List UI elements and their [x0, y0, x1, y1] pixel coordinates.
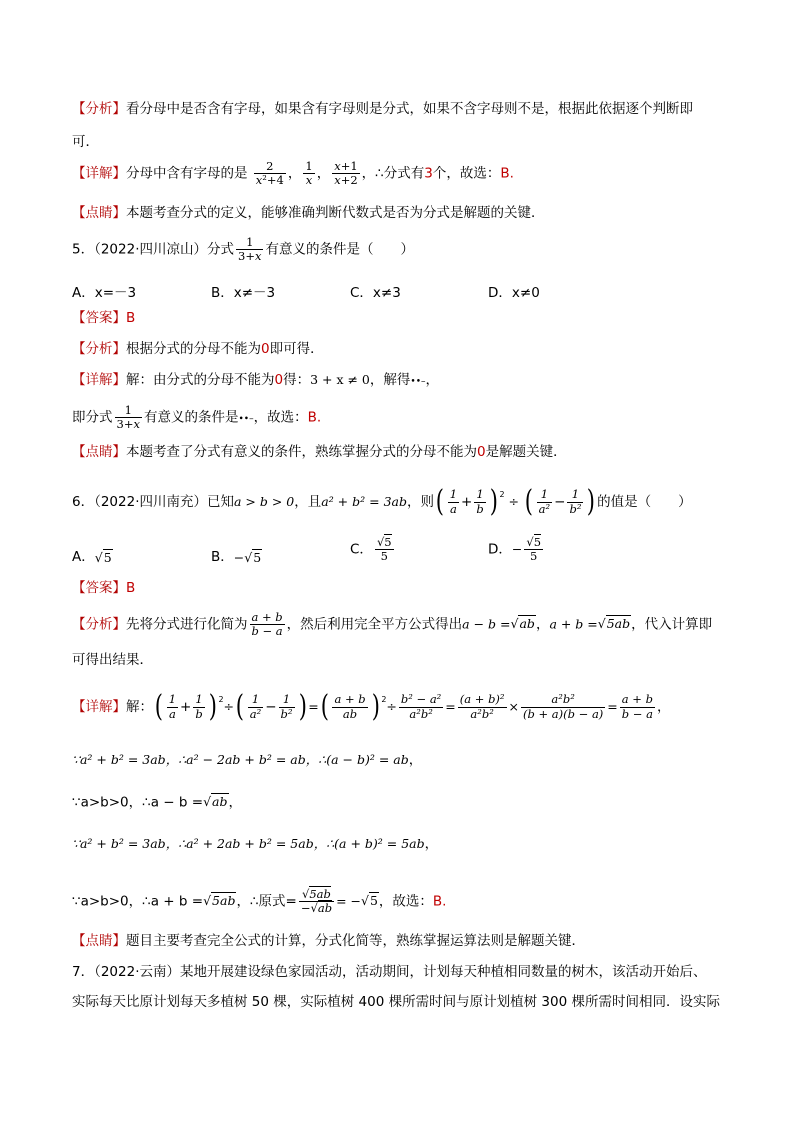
q6-analysis-cont: 可得出结果．: [72, 652, 153, 668]
q5-detail-mid: 得：: [283, 372, 311, 388]
q5-detail-2-choice: B: [307, 409, 317, 426]
analysis-line-1: [72, 103, 693, 117]
q5-comment-text: 本题考查了分式有意义的条件，熟练掌握分式的分母不能为: [126, 444, 477, 460]
q6-analysis-eq2: a + b =: [549, 616, 598, 632]
analysis-text-cont: 可．: [72, 134, 99, 150]
q6-line3-d: ，: [424, 836, 439, 852]
q6-analysis-sqrt-ab: √ab: [510, 616, 535, 632]
comment-tag: 【点睛】: [72, 933, 126, 949]
q6-answer-line: [72, 582, 135, 596]
detail-choice: B: [500, 165, 510, 182]
q5-detail-zero: 0: [274, 372, 284, 388]
analysis-text: 看分母中是否含有字母，如果含有字母则是分式，如果不含字母则不是，根据此依据逐个判断即: [126, 101, 693, 117]
q6-line4-a: ∵a>b>0，∴a + b =: [72, 893, 204, 910]
answer-tag: 【答案】: [72, 580, 126, 596]
analysis-line-2: [72, 136, 99, 150]
q6-detail-derivation: ( $\frac{1}{a}$ + $\frac{1}{b}$ ) $^2$÷( $\frac{1}{\text{a²}}$ − $\frac{1}{\text{b²}}$ ) =( $\frac{a + b}{ab}$ ) $^2$÷ $\frac{\text{b² − a²}}{\text{a²b²}}$ = $\frac{\text{(a + b)²}}{\text{a²b²}}$ × $\frac{\text{a²b²}}{(b + a)(b - a)}$ = $\frac{a + b}{b - a}$ ，: [154, 689, 671, 724]
q6-comment-text: 题目主要考查完全公式的计算，分式化简等，熟练掌握运算法则是解题关键．: [126, 933, 585, 949]
q5-detail-2-end: ，故选：: [253, 409, 308, 426]
q6-option-b: [211, 545, 262, 565]
detail-text-2: ，∴分式有: [361, 165, 425, 182]
q6-cond-2: a² + b² = 3ab: [321, 494, 407, 509]
q6-detail-line-5: [72, 888, 446, 915]
q5-detail-2-glyph: ••–: [238, 414, 254, 425]
q6-stem-pre: 6．（2022·四川南充）已知: [72, 494, 234, 510]
q5-detail-line-2: 即分式 $\frac{1}{3+x}$ 有意义的条件是••–，故选：B.: [72, 403, 322, 432]
q5-option-d: D．x≠0: [488, 285, 540, 301]
q5-analysis-zero: 0: [261, 341, 270, 357]
answer-tag: 【答案】: [72, 310, 126, 326]
q6-analysis-post: ，代入计算即: [631, 616, 713, 633]
q6-option-d-value: $\frac{√5}{5}$: [526, 535, 542, 564]
detail-line: 【详解】分母中含有字母的是 $\frac{2}{\text{x²+4}}$ ， $\frac{1}{x}$ ， $\frac{x+1}{x+2}$ ，∴分式有3个，故选：B.: [72, 159, 514, 188]
q5-option-a: A．x=－3: [72, 285, 137, 301]
comment-tag: 【点睛】: [72, 205, 126, 221]
q6-line4-sqrt: √5ab: [203, 893, 236, 909]
q5-detail-fraction: $\frac{1}{3+x}$: [116, 403, 140, 432]
q6-line4-end: .: [442, 893, 447, 910]
q6-detail-line-1: [72, 689, 671, 724]
q5-answer: B: [126, 310, 136, 326]
q6-line2-sqrt: √ab: [203, 794, 228, 809]
fraction-1-over-x: $\frac{1}{x}$: [305, 159, 313, 188]
q6-option-a: [72, 545, 113, 565]
q6-line1-c: ，∴(a − b)² = ab: [305, 752, 409, 767]
q6-analysis-mid: ，然后利用完全平方公式得出: [286, 616, 463, 633]
q6-option-a-label: A．: [72, 549, 95, 565]
q7-line-2: 实际每天比原计划每天多植树 50 棵，实际植树 400 棵所需时间与原计划植树 300 棵所需时间相同．设实际: [72, 994, 720, 1010]
q5-analysis-text: 根据分式的分母不能为: [126, 341, 261, 357]
analysis-tag: 【分析】: [72, 101, 126, 117]
q6-line4-fraction: $\frac{√5ab}{-√ab}$: [300, 887, 333, 916]
q6-option-d: D．− $\frac{√5}{5}$: [488, 535, 542, 564]
q5-detail-2-post: 有意义的条件是: [143, 409, 239, 426]
q6-line4-choice: B: [432, 893, 443, 910]
q6-line2-b: ，: [228, 794, 243, 811]
q6-stem-mid2: ，则: [406, 494, 434, 510]
q6-expression: ( $\frac{1}{a}$ + $\frac{1}{b}$ ) $^2$ ÷ ( $\frac{1}{\text{a²}}$ − $\frac{1}{\text{b²}}$ ): [435, 484, 596, 519]
q6-analysis-sqrt-5ab: √5ab: [597, 616, 631, 632]
q6-option-b-label: B．: [211, 549, 234, 565]
q5-option-c: C．x≠3: [350, 285, 401, 301]
q5-detail-2-pre: 即分式: [72, 409, 113, 426]
analysis-tag: 【分析】: [72, 616, 126, 633]
q6-option-c-label: C．: [350, 541, 373, 558]
q5-option-b: B．x≠－3: [211, 285, 276, 301]
q6-analysis-fraction: $\frac{a + b}{b - a}$: [251, 610, 283, 639]
q5-fraction: $\frac{1}{3+x}$: [238, 235, 262, 264]
q5-detail-solution-glyph: ••–: [410, 377, 426, 387]
q6-analysis-line-1: 【分析】先将分式进行化简为 $\frac{a + b}{b - a}$ ，然后利用完全平方公式得出a − b =√ab，a + b =√5ab，代入计算即: [72, 610, 713, 639]
q5-comment-post: 是解题关键．: [485, 444, 567, 460]
fraction-xplus1-over-xplus2: $\frac{x+1}{x+2}$: [334, 159, 358, 188]
q6-stem-mid: ，且: [294, 494, 322, 510]
q6-line3-b: ，∴a² + 2ab + b² = 5ab: [165, 836, 314, 851]
q6-line4-d: ，故选：: [378, 893, 433, 910]
comment-tag: 【点睛】: [72, 444, 126, 460]
q6-option-d-label: D．: [488, 541, 512, 558]
q6-option-c-value: $\frac{√5}{5}$: [376, 535, 392, 564]
q5-detail-post: ，解得: [369, 372, 411, 388]
q6-detail-line-3: [72, 796, 242, 810]
detail-tag: 【详解】: [72, 165, 126, 182]
q6-analysis-eq1: a − b =: [462, 616, 511, 632]
q6-option-a-value: √5: [94, 549, 112, 565]
detail-tag: 【详解】: [72, 372, 126, 388]
q6-detail-pre: 解：: [126, 699, 153, 715]
comment-text: 本题考查分式的定义，能够准确判断代数式是否为分式是解题的关键．: [126, 205, 545, 221]
detail-text-3: 个，故选：: [432, 165, 501, 182]
q6-line1-d: ，: [408, 752, 423, 768]
q5-stem-pre: 5．（2022·四川凉山）分式: [72, 241, 234, 258]
q5-analysis-line: [72, 343, 324, 357]
analysis-tag: 【分析】: [72, 341, 126, 357]
q6-line3-c: ，∴(a + b)² = 5ab: [313, 836, 425, 851]
fraction-2-over-x2plus4: $\frac{2}{\text{x²+4}}$: [255, 159, 284, 188]
q6-option-c: [350, 536, 396, 563]
q5-detail-text: 解：由分式的分母不能为: [126, 372, 275, 388]
q6-stem: [72, 484, 692, 519]
q7-line-1: 7．（2022·云南）某地开展建设绿色家园活动，活动期间，计划每天种植相同数量的树木，该活动开始后、: [72, 964, 707, 980]
q6-detail-line-4: [72, 838, 438, 852]
q6-line1-a: ∵a² + b² = 3ab: [72, 752, 166, 767]
q5-comment-line: [72, 446, 567, 460]
q6-line4-c: = −: [336, 893, 361, 909]
q6-option-b-value: −√5: [233, 549, 262, 565]
comment-line: [72, 207, 545, 221]
q5-detail-line-1: [72, 374, 439, 388]
fraction-count: 3: [424, 165, 433, 182]
q6-line1-b: ，∴a² − 2ab + b² = ab: [165, 752, 306, 767]
q5-answer-line: [72, 312, 135, 326]
q6-stem-post: 的值是（ ）: [597, 494, 692, 510]
q5-stem-post: 有意义的条件是（ ）: [265, 241, 414, 258]
q5-analysis-post: 即可得．: [269, 341, 324, 357]
q6-detail-line-2: [72, 754, 422, 768]
q6-cond-1: a > b > 0: [234, 494, 295, 509]
q6-answer: B: [126, 580, 136, 596]
detail-text: 分母中含有字母的是: [126, 165, 248, 182]
q6-line4-sqrt5: √5: [360, 893, 378, 909]
q6-analysis-line-2: [72, 654, 153, 668]
q6-comment-line: [72, 935, 585, 949]
q5-detail-inequality: 3 + x ≠ 0: [310, 372, 370, 387]
q5-comment-zero: 0: [477, 444, 486, 460]
detail-tag: 【详解】: [72, 699, 126, 715]
q6-line3-a: ∵a² + b² = 3ab: [72, 836, 166, 851]
q5-detail-end: ，: [425, 372, 440, 388]
q5-stem: [72, 236, 414, 263]
q6-analysis-pre: 先将分式进行化简为: [126, 616, 248, 633]
detail-end: .: [509, 165, 514, 182]
q6-line4-b: ，∴原式=: [236, 893, 297, 910]
q6-line2-a: ∵a>b>0，∴a − b =: [72, 794, 204, 811]
